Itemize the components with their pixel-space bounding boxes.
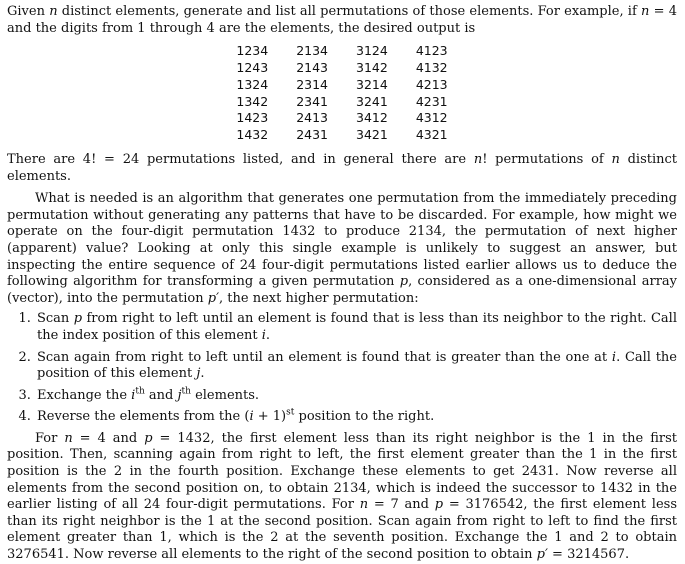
- table-cell: 1432: [236, 127, 269, 143]
- table-cell: 3142: [356, 60, 388, 76]
- math-variable: n: [359, 497, 369, 513]
- text-run: For: [35, 430, 65, 446]
- math-variable: i: [249, 409, 254, 425]
- list-item: [35, 388, 677, 405]
- permutation-table: [222, 43, 461, 144]
- math-variable: p′: [207, 290, 220, 306]
- math-variable: n: [641, 4, 650, 19]
- superscript: th: [135, 386, 145, 397]
- math-variable: n: [611, 151, 620, 167]
- text-run: distinct elements, generate and list all permutations of those elements. For example, if: [57, 4, 641, 19]
- table-row: [222, 77, 461, 94]
- math-variable: p: [399, 274, 409, 290]
- math-variable: i: [611, 349, 617, 365]
- table-cell: 1423: [236, 110, 269, 126]
- permutation-table-wrapper: [7, 43, 677, 144]
- text-run: , considered as a one-dimensional array (vector), into the permutation: [7, 274, 678, 306]
- table-row: [222, 110, 461, 127]
- text-run: = 3176542, the first element less than its right neighbor is the 1 at the second position. Scan again from right to left to find the first element greater than 1, which is the 2 at the seventh position. Exchange the 1 and 2 to obtain 3276541. Now reverse all elements to the right of the second position to obtain: [7, 497, 677, 563]
- math-variable: i: [261, 327, 266, 343]
- text-run: = 4 and: [72, 430, 145, 446]
- table-cell: 3214: [356, 76, 388, 92]
- list-item: [35, 311, 677, 344]
- math-variable: j: [196, 366, 201, 382]
- text-run: and: [144, 387, 178, 403]
- text-run: Scan again from right to left until an element is found that is greater than the one at: [37, 349, 612, 365]
- math-variable: n: [64, 430, 73, 446]
- text-run: What is needed is an algorithm that generates one permutation from the immediately preceding permutation without generating any patterns that have to be discarded. For example, how might we operate on the four-digit permutation 1432 to produce 2134, the permutation of next higher (apparent) value? Looking at only this single example is unlikely to suggest an answer, but inspecting the entire sequence of 24 four-digit permutations listed earlier allows us to deduce the following algorithm for transforming a given permutation: [7, 191, 677, 290]
- math-variable: p: [434, 497, 444, 513]
- math-variable: i: [131, 387, 136, 403]
- table-row: [222, 94, 461, 111]
- intro-paragraph: [7, 4, 677, 37]
- table-cell: 1243: [236, 60, 269, 76]
- algorithm-intro-paragraph: [7, 191, 677, 307]
- math-variable: j: [177, 387, 182, 403]
- list-item: [35, 350, 677, 383]
- table-row: [222, 60, 461, 77]
- table-cell: 4231: [415, 93, 448, 109]
- text-run: + 1): [253, 409, 287, 425]
- text-run: ! permutations of: [482, 151, 612, 167]
- table-cell: 4312: [415, 110, 448, 126]
- table-cell: 4321: [415, 127, 448, 143]
- table-cell: 2413: [296, 110, 328, 126]
- text-run: = 7 and: [368, 497, 435, 513]
- table-cell: 4213: [415, 76, 448, 92]
- math-variable: p: [144, 430, 153, 446]
- table-cell: 3124: [356, 43, 388, 59]
- text-run: . Call the position of this element: [37, 349, 677, 382]
- list-item: [35, 409, 677, 426]
- table-cell: 2143: [296, 60, 328, 76]
- superscript: st: [286, 407, 295, 418]
- text-run: , the next higher permutation:: [219, 290, 419, 306]
- text-run: = 3214567.: [547, 547, 630, 563]
- text-run: There are 4! = 24 permutations listed, and in general there are: [7, 151, 474, 167]
- text-run: position to the right.: [294, 409, 435, 425]
- superscript: th: [181, 386, 191, 397]
- math-variable: p′: [536, 547, 548, 563]
- text-run: Scan: [37, 311, 74, 327]
- table-row: [222, 127, 461, 144]
- table-cell: 1324: [236, 76, 269, 92]
- math-variable: p: [73, 311, 83, 327]
- text-run: = 4 and the digits from 1 through 4 are the elements, the desired output is: [7, 4, 677, 36]
- table-cell: 1234: [236, 43, 269, 59]
- table-cell: 3412: [356, 110, 388, 126]
- table-cell: 3421: [356, 127, 388, 143]
- table-cell: 2134: [296, 43, 328, 59]
- text-run: Given: [7, 4, 50, 19]
- text-run: from right to left until an element is found that is less than its neighbor to the right. Call the index position of this element: [37, 311, 677, 343]
- text-run: distinct elements.: [7, 151, 678, 184]
- text-run: = 1432, the first element less than its right neighbor is the 1 in the first position. Then, scanning again from right to left, the first element greater than the 1 in the first position is the 2 in the fourth position. Exchange these elements to get 2431. Now reverse all elements from the second position on, to obtain 2134, which is indeed the successor to 1432 in the earlier listing of all 24 four-digit permutations. For: [7, 430, 677, 513]
- math-variable: n: [473, 151, 483, 167]
- table-cell: 3241: [356, 93, 388, 109]
- table-cell: 4132: [415, 60, 448, 76]
- table-cell: 2341: [296, 93, 328, 109]
- table-cell: 4123: [415, 43, 448, 59]
- table-cell: 2314: [296, 76, 328, 92]
- text-run: elements.: [190, 387, 260, 403]
- text-run: .: [200, 366, 205, 382]
- text-run: Exchange the: [37, 387, 132, 403]
- table-cell: 2431: [296, 127, 328, 143]
- math-variable: n: [49, 4, 58, 19]
- algorithm-steps-list: [7, 311, 677, 426]
- count-paragraph: [7, 152, 677, 185]
- table-cell: 1342: [236, 93, 269, 109]
- worked-example-paragraph: [7, 431, 677, 564]
- text-run: .: [265, 327, 271, 343]
- text-run: Reverse the elements from the (: [37, 409, 250, 425]
- table-row: [222, 43, 461, 60]
